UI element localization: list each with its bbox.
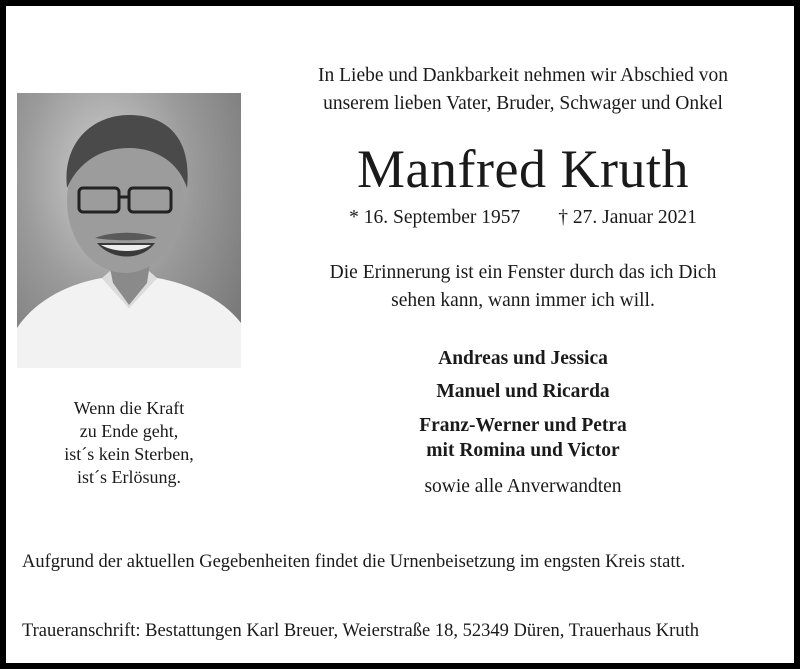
quote-line: ist´s Erlösung. — [76, 467, 181, 487]
poem-line: Die Erinnerung ist ein Fenster durch das ich Dich — [329, 262, 717, 283]
mourner-name: Manuel und Ricarda — [436, 381, 610, 402]
mourners-list — [246, 342, 800, 501]
life-dates — [246, 204, 800, 232]
mourning-address: Traueranschrift: Bestattungen Karl Breuer, Weierstraße 18, 52349 Düren, Trauerhaus Kruth — [22, 621, 699, 641]
burial-notice: Aufgrund der aktuellen Gegebenheiten findet die Urnenbeisetzung im engsten Kreis statt. — [22, 552, 686, 572]
death-date: † 27. Januar 2021 — [558, 207, 697, 228]
mourner-name: Franz-Werner und Petra — [419, 415, 627, 436]
relatives-line: sowie alle Anverwandten — [424, 476, 622, 497]
birth-date: * 16. September 1957 — [349, 207, 521, 228]
quote-line: Wenn die Kraft — [73, 398, 185, 418]
poem — [246, 259, 800, 315]
portrait-photo — [17, 93, 241, 368]
quote — [17, 397, 241, 489]
intro-text — [246, 62, 800, 118]
quote-line: zu Ende geht, — [79, 421, 179, 441]
intro-line: unserem lieben Vater, Bruder, Schwager und Onkel — [323, 93, 723, 114]
intro-line: In Liebe und Dankbarkeit nehmen wir Abschied von — [318, 65, 728, 86]
mourner-name: Andreas und Jessica — [438, 348, 608, 369]
quote-line: ist´s kein Sterben, — [64, 444, 194, 464]
deceased-name: Manfred Kruth — [357, 139, 689, 199]
poem-line: sehen kann, wann immer ich will. — [391, 290, 655, 311]
mourner-name: mit Romina und Victor — [426, 440, 620, 461]
